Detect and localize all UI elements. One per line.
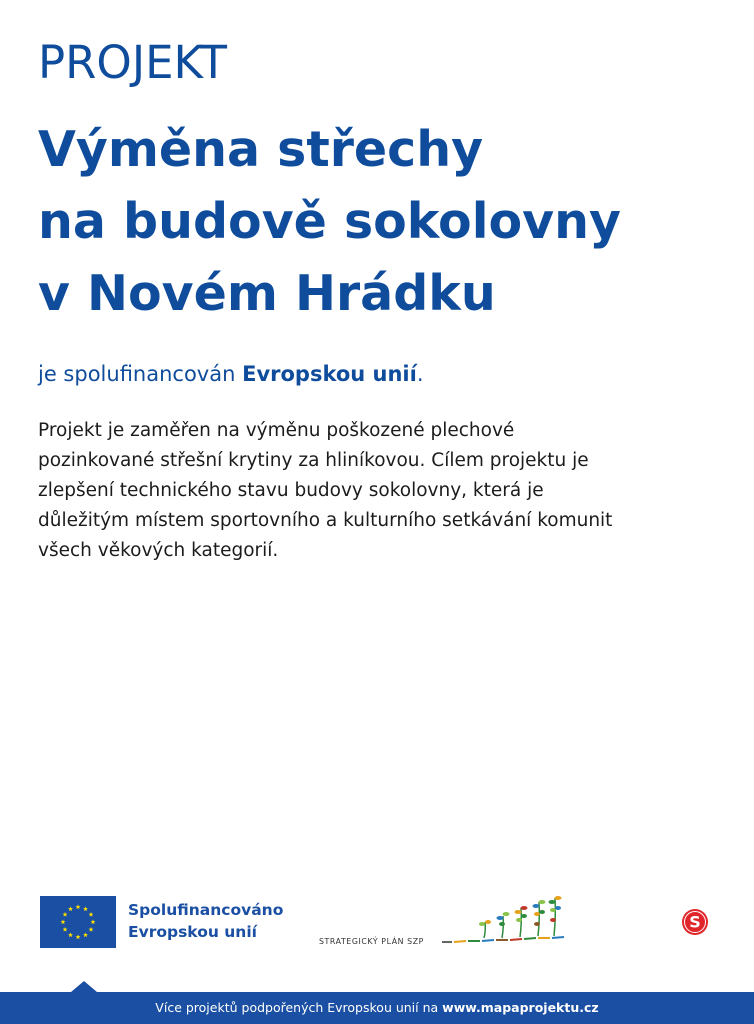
szp-ground-segment — [454, 941, 466, 942]
title-line: na budově sokolovny — [38, 193, 621, 250]
cofinance-prefix: je spolufinancován — [38, 362, 243, 386]
footer-link[interactable]: www.mapaprojektu.cz — [442, 1000, 599, 1015]
plant-leaf — [503, 912, 510, 916]
plant-leaf — [555, 906, 561, 910]
plant-leaf — [521, 906, 528, 910]
eu-star — [89, 927, 94, 932]
cofinance-suffix: . — [416, 362, 424, 386]
plant-leaf — [485, 920, 491, 924]
eu-star — [76, 904, 81, 909]
eu-flag-icon — [40, 896, 116, 948]
szp-ground-segment — [482, 940, 494, 941]
plant-leaf — [550, 918, 556, 922]
plant-leaf — [539, 910, 545, 914]
eu-star — [89, 912, 94, 917]
title-line: Výměna střechy — [38, 121, 484, 178]
cofinance-statement — [38, 358, 424, 390]
szp-ground-segment — [510, 939, 522, 940]
project-kicker: PROJEKT — [38, 36, 228, 89]
szp-plants-logo — [440, 892, 570, 948]
sokol-s-logo — [681, 908, 709, 936]
plant-leaf — [555, 896, 562, 900]
plant-leaf — [539, 900, 546, 904]
title-line: v Novém Hrádku — [38, 265, 496, 322]
cofinance-emphasis: Evropskou unií — [242, 362, 417, 386]
eu-star — [68, 906, 73, 911]
eu-label-line: Spolufinancováno — [128, 901, 284, 919]
eu-star — [83, 932, 88, 937]
description-line: pozinkované střešní krytiny za hliníkovou. Cílem projektu je — [38, 450, 589, 471]
plant-leaf — [534, 912, 540, 916]
description-line: Projekt je zaměřen na výměnu poškozené plechové — [38, 420, 515, 441]
plant-leaf — [533, 904, 540, 908]
s-logo-letter: S — [689, 912, 701, 932]
eu-star — [63, 912, 68, 917]
eu-star — [91, 919, 96, 924]
szp-label: STRATEGICKÝ PLÁN SZP — [319, 937, 424, 946]
project-title — [38, 114, 738, 330]
eu-stars — [40, 896, 116, 948]
eu-star — [63, 927, 68, 932]
description-line: důležitým místem sportovního a kulturního setkávání komunit — [38, 510, 613, 531]
eu-star — [61, 919, 66, 924]
plant-leaf — [550, 908, 556, 912]
plant-leaf — [516, 918, 522, 922]
plant-stem — [554, 898, 555, 936]
plant-leaf — [515, 910, 522, 914]
eu-star — [68, 932, 73, 937]
plant-leaf — [479, 922, 485, 926]
szp-ground-segment — [552, 937, 564, 938]
project-description — [38, 416, 738, 566]
plant-leaf — [499, 922, 505, 926]
footer-text: Více projektů podpořených Evropskou unií na — [155, 1000, 443, 1015]
eu-star — [76, 934, 81, 939]
eu-label-line: Evropskou unií — [128, 923, 257, 941]
footer-bar — [0, 992, 754, 1024]
eu-cofinanced-label — [128, 899, 283, 943]
plant-leaf — [534, 922, 540, 926]
plant-leaf — [549, 900, 556, 904]
szp-ground-segment — [524, 938, 536, 939]
plant-leaf — [521, 914, 527, 918]
footer-notch — [71, 981, 97, 992]
eu-star — [83, 906, 88, 911]
description-line: všech věkových kategorií. — [38, 540, 279, 561]
description-line: zlepšení technického stavu budovy sokolovny, která je — [38, 480, 544, 501]
plant-leaf — [497, 916, 504, 920]
